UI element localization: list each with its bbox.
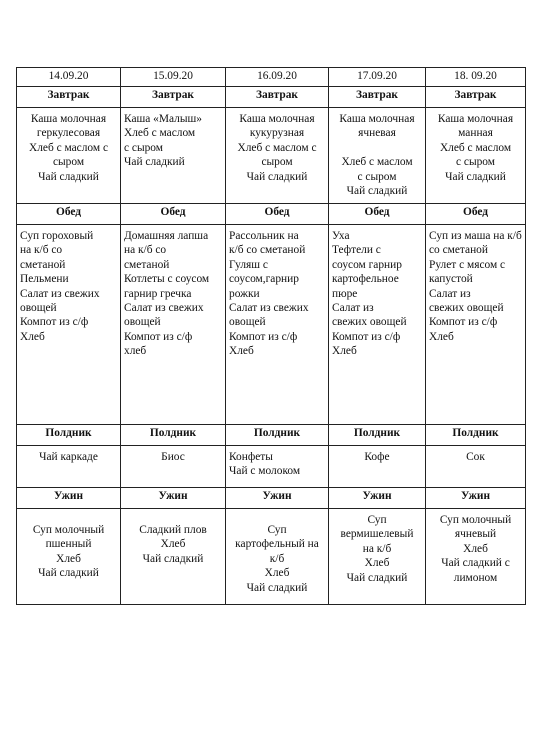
date-cell: 18. 09.20 [426,68,526,87]
menu-dish-line: лимоном [453,571,498,584]
menu-dish-line: овощей [20,302,57,315]
menu-dish-line: ячневый [454,528,497,541]
menu-dish-line: Салат из [332,302,374,315]
menu-dish-line: соусом,гарнир [229,273,299,286]
lunch-header: Обед [426,204,526,225]
dinner-header: Ужин [426,488,526,509]
menu-dish-line: Хлеб с маслом [124,127,196,140]
menu-dish-line: Суп молочный [32,524,105,536]
menu-dish-line: Салат из свежих [124,302,204,315]
menu-dish-line: вермишелевый [340,528,414,541]
menu-dish-line: Компот из с/ф [429,316,498,329]
menu-dish-line: пюре [332,287,358,300]
menu-dish-line: Чай сладкий [445,170,506,183]
menu-dish-line: Биос [161,451,185,463]
menu-dish-line: Рассольник на [229,230,299,242]
menu-dish-line: на к/б со [124,244,167,257]
lunch-header-row [17,204,526,225]
menu-dish-line: овощей [229,316,266,329]
menu-dish-line: Каша молочная [339,113,415,125]
dinner-header: Ужин [329,488,426,509]
breakfast-header: Завтрак [329,87,426,108]
dinner-cell [121,509,226,605]
menu-dish-line: Чай сладкий [346,185,408,198]
breakfast-header: Завтрак [226,87,329,108]
menu-dish-line: к/б [269,552,285,565]
menu-dish-line: Суп [367,514,387,526]
snack-header-row [17,425,526,446]
dinner-header: Ужин [226,488,329,509]
menu-dish-line: Кофе [364,451,390,463]
menu-dish-line: Конфеты [229,451,273,463]
dates-row [17,68,526,87]
lunch-header: Обед [121,204,226,225]
snack-header: Полдник [17,425,121,446]
date-cell: 17.09.20 [329,68,426,87]
menu-dish-line: овощей [124,316,161,329]
dinner-cell [17,509,121,605]
breakfast-cell [329,108,426,204]
date-cell: 16.09.20 [226,68,329,87]
snack-cell [226,446,329,488]
snack-header: Полдник [329,425,426,446]
menu-dish-line: Котлеты с соусом [124,273,210,286]
menu-dish-line: Чай каркаде [39,451,98,463]
menu-dish-line: картофельный на [235,538,319,551]
snack-header: Полдник [426,425,526,446]
menu-dish-line: Сладкий плов [139,524,207,536]
menu-dish-line: соусом гарнир [332,258,402,271]
menu-dish-line: Компот из с/ф [124,330,193,343]
menu-dish-line: Каша молочная [239,113,315,125]
menu-dish-line: Салат из свежих [20,287,100,300]
breakfast-cell [426,108,526,204]
menu-dish-line [332,141,422,155]
menu-dish-line: Хлеб [364,557,390,570]
menu-dish-line: Хлеб с маслом с [28,141,109,154]
menu-dish-line: рожки [229,287,260,300]
menu-dish-line: Гуляш с [229,258,268,271]
weekly-menu-table [16,67,526,605]
menu-dish-line: Компот из с/ф [229,330,298,343]
menu-dish-line: Хлеб [332,345,357,358]
breakfast-cell [17,108,121,204]
snack-row [17,446,526,488]
date-cell: 14.09.20 [17,68,121,87]
menu-dish-line: Чай сладкий [142,552,204,565]
menu-dish-line: Хлеб [20,330,45,343]
dinner-cell [426,509,526,605]
menu-dish-line: Салат из [429,287,471,300]
menu-dish-line: Компот из с/ф [20,316,89,329]
menu-dish-line: Чай сладкий [124,156,185,169]
menu-dish-line: Каша «Малыш» [124,113,202,125]
menu-dish-line: Суп гороховый [20,230,94,242]
dinner-header-row [17,488,526,509]
dinner-cell [329,509,426,605]
menu-dish-line: Хлеб с маслом [341,156,413,169]
dinner-header: Ужин [17,488,121,509]
menu-dish-line: геркулесовая [36,127,101,140]
breakfast-header: Завтрак [17,87,121,108]
lunch-row [17,225,526,425]
menu-dish-line: Каша молочная [30,113,107,125]
lunch-cell [17,225,121,425]
menu-dish-line: хлеб [124,345,147,358]
menu-dish-line: Домашняя лапша [124,230,209,242]
lunch-cell [226,225,329,425]
menu-dish-line: Уха [332,230,350,242]
menu-dish-line: Рулет с мясом с [429,258,506,271]
menu-dish-line: Чай с молоком [229,465,301,478]
menu-dish-line: Чай сладкий [346,571,408,584]
menu-dish-line: с сыром [456,156,495,169]
dinner-cell [226,509,329,605]
menu-dish-line: Хлеб [160,538,186,551]
menu-dish-line: Чай сладкий [246,170,308,183]
menu-dish-line: манная [458,127,493,140]
breakfast-header: Завтрак [426,87,526,108]
menu-dish-line: сыром [52,156,85,169]
menu-dish-line: пшенный [45,538,92,551]
snack-cell [17,446,121,488]
menu-dish-line: Хлеб [56,552,81,565]
menu-dish-line: сметаной [20,258,66,271]
menu-dish-line: кукурузная [249,127,305,140]
snack-cell [121,446,226,488]
dinner-row [17,509,526,605]
breakfast-header: Завтрак [121,87,226,108]
breakfast-header-row [17,87,526,108]
menu-dish-line: Хлеб с маслом [439,141,512,154]
menu-dish-line: Суп из маша на к/б [429,230,522,242]
menu-dish-line: свежих овощей [429,302,504,315]
menu-dish-line: к/б со сметаной [229,244,306,257]
menu-dish-line: Суп [267,524,287,536]
menu-dish-line: Чай сладкий с [441,557,510,570]
lunch-header: Обед [17,204,121,225]
menu-dish-line: Суп молочный [439,514,512,526]
snack-cell [426,446,526,488]
menu-dish-line: сыром [261,156,293,169]
menu-dish-line: Хлеб с маслом с [237,141,317,154]
menu-dish-line: с сыром [124,141,163,154]
menu-dish-line: Хлеб [463,542,488,555]
breakfast-cell [226,108,329,204]
menu-dish-line: Хлеб [264,567,290,580]
menu-dish-line: Компот из с/ф [332,330,401,343]
dinner-header: Ужин [121,488,226,509]
menu-dish-line: ячневая [358,127,396,140]
breakfast-cell [121,108,226,204]
lunch-cell [329,225,426,425]
menu-dish-line: на к/б [362,542,392,555]
menu-dish-line: картофельное [332,273,399,286]
menu-dish-line: на к/б со [20,244,63,257]
menu-dish-line: Чай сладкий [38,170,99,183]
menu-dish-line: Тефтели с [332,244,381,257]
menu-dish-line: Пельмени [20,273,69,286]
snack-cell [329,446,426,488]
menu-dish-line: Чай сладкий [246,581,308,594]
menu-dish-line: Чай сладкий [38,567,99,580]
menu-dish-line: Салат из свежих [229,302,309,315]
snack-header: Полдник [121,425,226,446]
menu-dish-line: Сок [466,451,485,463]
lunch-cell [426,225,526,425]
menu-dish-line: Хлеб [429,330,454,343]
date-cell: 15.09.20 [121,68,226,87]
menu-dish-line: сметаной [124,258,170,271]
menu-dish-line: свежих овощей [332,316,407,329]
menu-dish-line: капустой [429,273,473,286]
lunch-header: Обед [226,204,329,225]
menu-dish-line: Каша молочная [437,113,514,125]
menu-dish-line: со сметаной [429,244,488,257]
menu-dish-line: Хлеб [229,345,254,358]
lunch-header: Обед [329,204,426,225]
lunch-cell [121,225,226,425]
breakfast-row [17,108,526,204]
menu-dish-line: с сыром [357,170,397,183]
snack-header: Полдник [226,425,329,446]
menu-dish-line: гарнир гречка [124,287,192,300]
